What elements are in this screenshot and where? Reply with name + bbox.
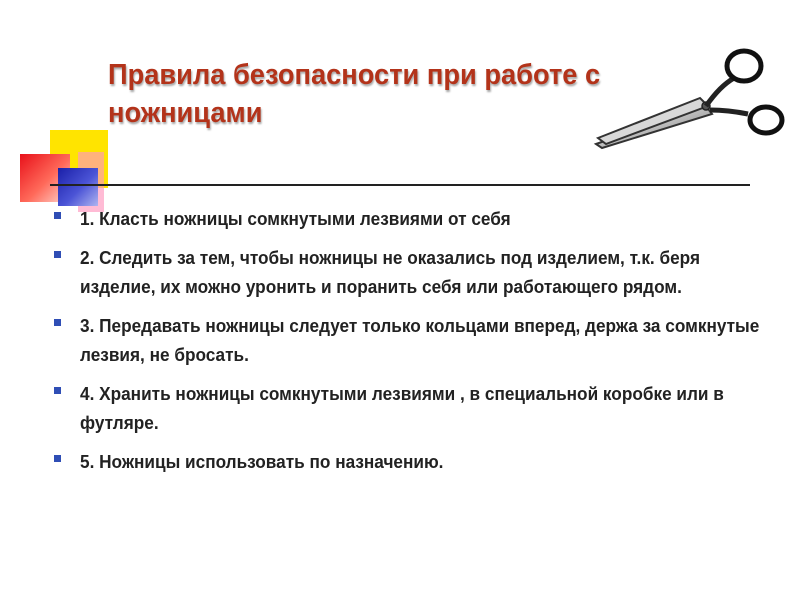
rule-item (54, 204, 774, 233)
rule-text: 5. Ножницы использовать по назначению. (80, 451, 444, 472)
blue-square (58, 168, 98, 206)
rule-text: 3. Передавать ножницы следует только кольцами вперед, держа за сомкнутые лезвия, не бросать. (80, 315, 760, 365)
rule-item (54, 379, 774, 437)
rule-text: 1. Класть ножницы сомкнутыми лезвиями от себя (80, 208, 511, 229)
rule-text: 2. Следить за тем, чтобы ножницы не оказались под изделием, т.к. беря изделие, их можно уронить и поранить себя или работающего рядом. (80, 247, 701, 297)
bullet-square-icon (54, 387, 61, 394)
scissors-icon (588, 40, 788, 160)
rule-item (54, 447, 774, 476)
title-divider (50, 184, 750, 186)
bullet-square-icon (54, 212, 61, 219)
bullet-square-icon (54, 251, 61, 258)
rule-item (54, 243, 774, 301)
rule-item (54, 311, 774, 369)
rules-list (54, 204, 774, 486)
slide-title: Правила безопасности при работе с ножницами (108, 59, 601, 129)
rule-text: 4. Хранить ножницы сомкнутыми лезвиями , в специальной коробке или в футляре. (80, 383, 724, 433)
bullet-square-icon (54, 455, 61, 462)
bullet-square-icon (54, 319, 61, 326)
